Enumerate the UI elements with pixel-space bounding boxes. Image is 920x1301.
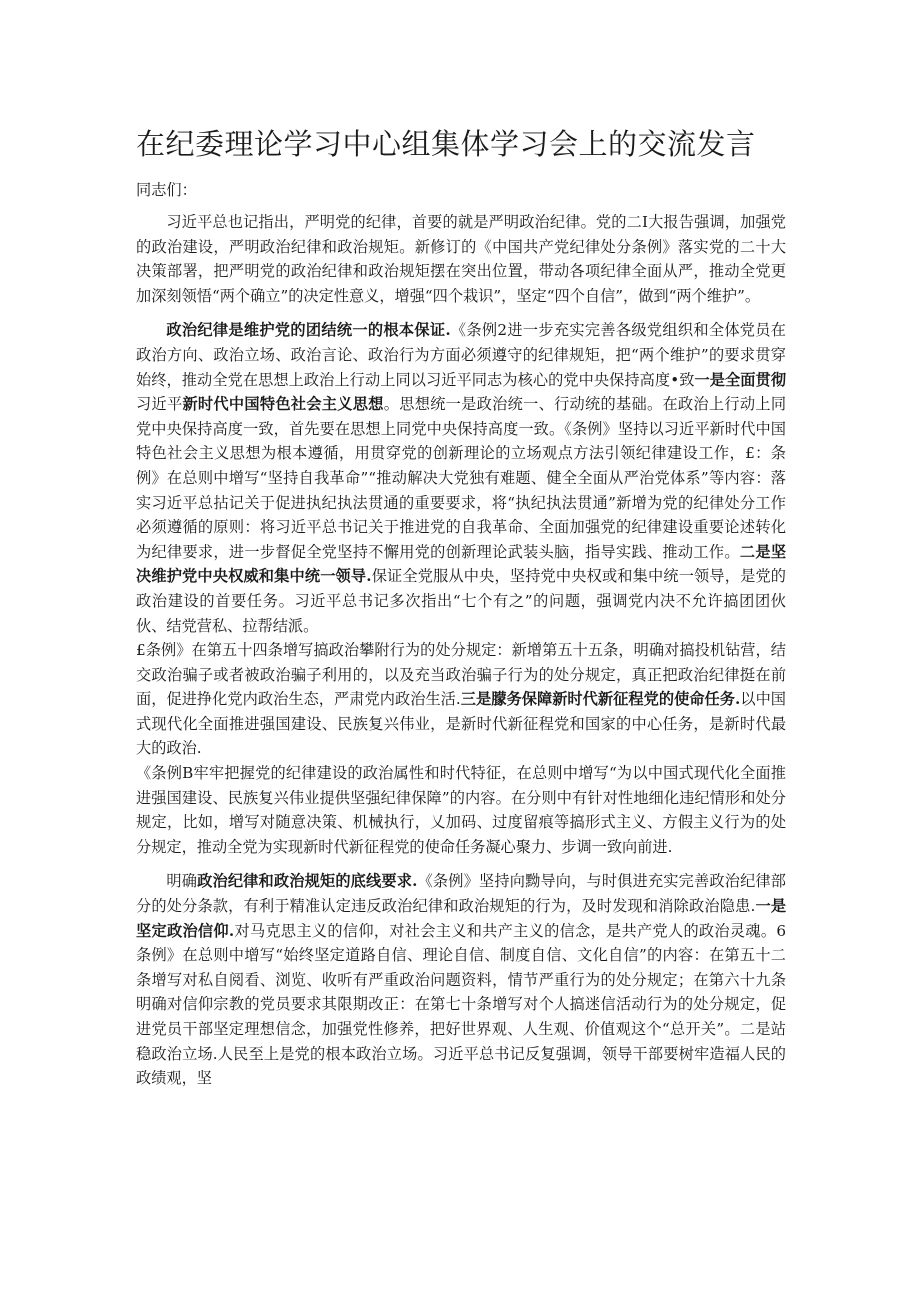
- paragraph-3-point-3: 三是朦务保障新时代新征程党的使命任务.: [460, 690, 741, 709]
- paragraph-2: [136, 318, 786, 638]
- paragraph-2-heading: 政治纪律是维护党的团结统一的根本保证.: [166, 321, 451, 340]
- paragraph-5-text-2: 《条例》坚持向黝导向，与时俱进充实完善政治纪律部分的处分条款，有利于精准认定违反政治纪律和政治规矩的行为，及时发现和消除政治隐患.: [136, 872, 786, 916]
- paragraph-2-text-3: 。思想统一是政治统一、行动统的基础。在政治上行动上同党中央保持高度一致，首先要在思想上同党中央保持高度一致。《条例》坚持以习近平新时代中国特色社会主义思想为根本遵循，用贯穿党的创新理论的立场观点方法引领纪律建设工作，£：条例》在总则中增写“坚持自我革命”“推动解决大党独有难题、健全全面从严治党体系”等内容：落实习近平总拈记关于促进执纪执法贯通的重要要求，将“执纪执法贯通”新增为党的纪律处分工作必须遵循的原则：将习近平总书记关于推进党的自我革命、全面加强党的纪律建设重要论述转化为纪律要求，进一步督促全党坚持不懈用党的创新理论武装头脑，指导实践、推动工作。: [136, 395, 787, 561]
- paragraph-5-text-3: 对马克思主义的信仰，对社会主义和共产主义的信念，是共产党人的政治灵魂。6条例》在总则中增写“始终坚定道路自信、理论自信、制度自信、文化自信”的内容：在第五十二条增写对私自阅看、浏览、收听有严重政治问题资料，情节严重行为的处分规定；在第六十九条明确对信仰宗教的党员要求其限期改正：在第七十条增写对个人搞迷信活动行为的处分规定，促进党员干部坚定理想信念，加强党性修养，把好世界观、人生观、价值观这个“总开关”。二是站稳政治立场.人民至上是党的根本政治立场。习近平总书记反复强调，领导干部要树牢造福人民的政绩观，坚: [136, 921, 786, 1088]
- paragraph-3-text-2: 以中国式现代化全面推进强国建设、民族复兴伟业，是新时代新征程党和国家的中心任务，是新时代最大的政治.: [136, 690, 786, 758]
- paragraph-3: [136, 638, 786, 761]
- paragraph-1: 习近平总也记指出，严明党的纪律，首要的就是严明政治纪律。党的二I大报告强调，加强党的政治建设，严明政治纪律和政治规矩。新修订的《中国共产党纪律处分条例》落实党的二十大决策部署，把严明党的政治纪律和政治规矩摆在突出位置，带动各项纪律全面从严，推动全党更加深刻领悟“两个确立”的决定性意义，增强“四个栽识”，坚定“四个自信”，做到“两个维护”。: [136, 213, 786, 305]
- paragraph-5-text-1: 明确: [166, 872, 198, 891]
- paragraph-2-text-2: 习近平: [136, 395, 183, 414]
- paragraph-5-point-1: 一是坚定政治信仰.: [136, 897, 787, 940]
- paragraph-2-text-4: 保证全党服从中央，坚持党中央权或和集中统一领导，是党的政治建设的首要任务。习近平总书记多次指出“七个有之”的问题，强调党内决不允许搞团团伙伙、结党营私、拉帮结派。: [136, 567, 786, 635]
- greeting: 同志们：: [136, 181, 197, 199]
- paragraph-2-point-1: 一是全面贯彻: [694, 370, 787, 389]
- paragraph-4: 《条例B牢牢把握党的纪律建设的政治属性和时代特征，在总则中增写“为以中国式现代化全面推进强国建设、民族复兴伟业提供坚强纪律保障”的内容。在分则中有针对性地细化违纪情形和处分规定，比如，增写对随意决策、机械执行，乂加码、过度留痕等搞形式主义、方假主义行为的处分规定，推动全党为实现新时代新征程党的使命任务凝心聚力、步调一致向前进.: [136, 764, 786, 856]
- paragraph-5: [136, 869, 786, 1090]
- paragraph-5-heading: 政治纪律和政治规矩的底线要求.: [197, 872, 418, 891]
- document-body: [136, 210, 786, 1091]
- paragraph-3-text-1: £条例》在第五十四条增写搞政治攀附行为的处分规定：新增第五十五条，明确对搞投机钻营，结交政治骗子或者被政治骗子利用的，以及充当政治骗子行为的处分规定，真正把政治纪律挺在前面，促进挣化党内政治生态，严肃党内政治生活.: [136, 641, 786, 709]
- paragraph-2-point-2: 二是坚决维护党中央权威和集中统一领导.: [136, 542, 787, 586]
- document-title: 在纪委理论学习中心组集体学习会上的交流发言: [136, 127, 756, 161]
- paragraph-2-emphasis: 新时代中国特色社会主义思想: [182, 395, 384, 414]
- paragraph-2-text-1: 《条例2进一步充实完善各级党组织和全体党员在政治方向、政治立场、政治言论、政治行为方面必须遵守的纪律规矩，把“两个维护”的要求贯穿始终，推动全党在思想上政治上行动上同以习近平同志为核心的党中央保持高度•致: [136, 321, 786, 389]
